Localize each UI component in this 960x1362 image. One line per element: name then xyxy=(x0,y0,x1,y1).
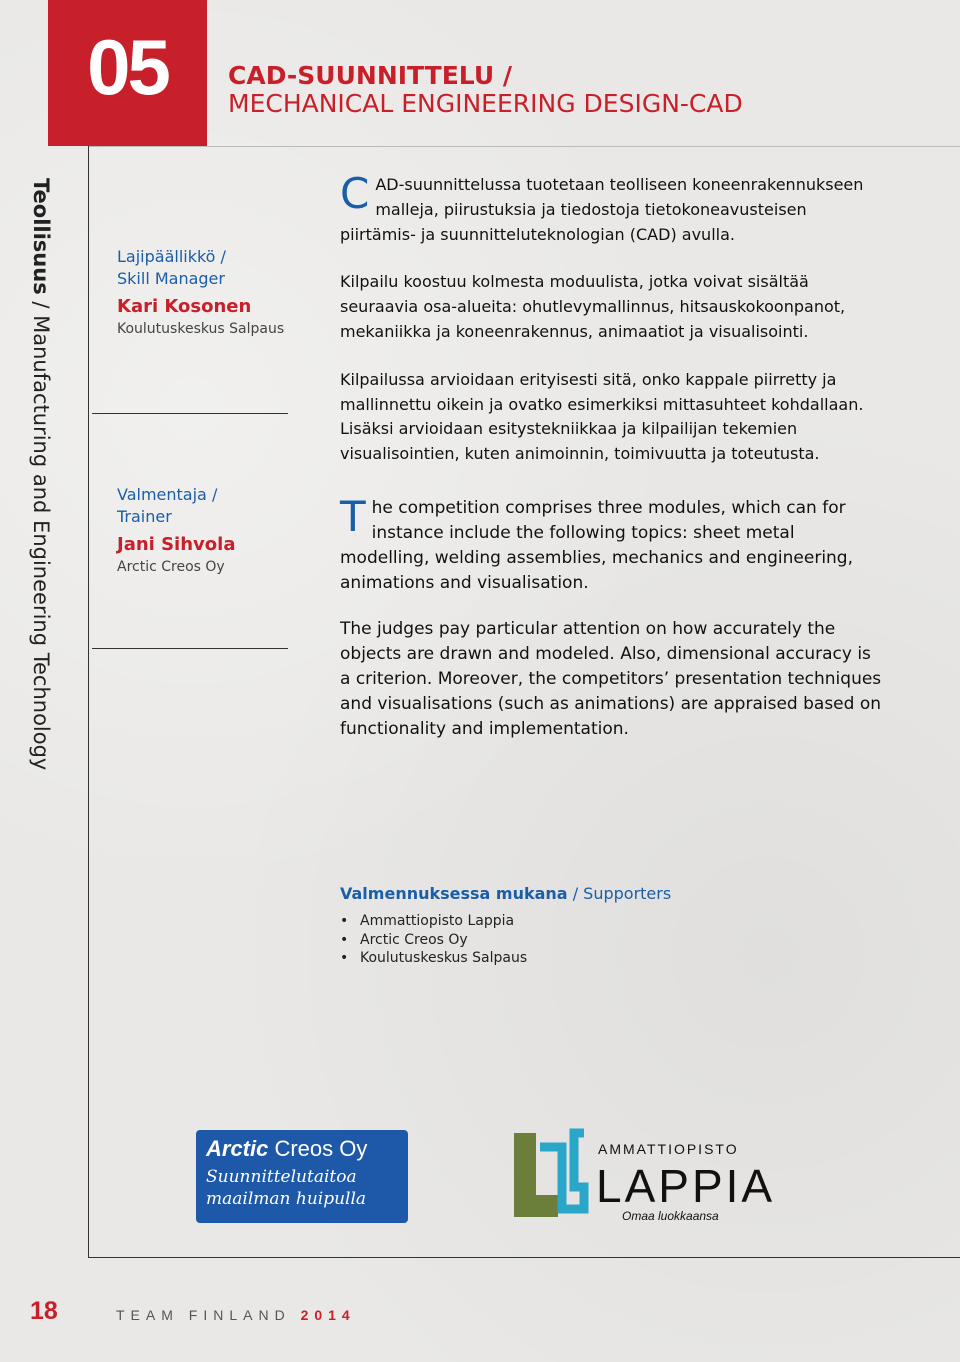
footer-label: TEAM FINLAND xyxy=(116,1307,301,1323)
role-title xyxy=(117,246,292,290)
frame-top-line xyxy=(88,146,960,147)
list-item xyxy=(340,931,527,950)
supporter-name: Arctic Creos Oy xyxy=(360,931,468,948)
list-item xyxy=(340,912,527,931)
supporters-heading xyxy=(340,884,671,903)
dropcap: C xyxy=(340,169,370,218)
lappia-logo xyxy=(510,1125,776,1230)
page-title xyxy=(228,62,743,118)
arctic-slogan-line-2: maailman huipulla xyxy=(206,1189,367,1209)
paragraph-en-2: The judges pay particular attention on how accurately the objects are drawn and modeled. Also, dimensional accuracy is a criterion. Moreover, the competitors’ presentation techniques and visualisations (such as animations) are appraised based on functionality and implementation. xyxy=(340,619,882,739)
supporters-list xyxy=(340,912,527,968)
footer-year: 2014 xyxy=(300,1307,356,1323)
finnish-text xyxy=(340,169,885,467)
arctic-logo-rest: Creos Oy xyxy=(268,1136,368,1161)
page-number: 18 xyxy=(30,1297,58,1325)
chapter-box xyxy=(48,0,207,146)
frame-vertical-line xyxy=(88,146,89,1258)
arctic-slogan-line-1: Suunnittelutaitoa xyxy=(206,1167,357,1187)
role-title-line-2: Skill Manager xyxy=(117,269,225,288)
arctic-logo-slogan xyxy=(206,1166,366,1210)
role-organization: Koulutuskeskus Salpaus xyxy=(117,321,285,337)
vertical-section-title xyxy=(29,178,53,770)
paragraph-text: AD-suunnittelussa tuotetaan teolliseen koneenrakennukseen malleja, piirustuksia ja tiedostoja tietokoneavusteisen piirtämis- ja suunnitteluteknologian (CAD) avulla. xyxy=(340,175,864,244)
paragraph-en-1 xyxy=(340,492,885,596)
paragraph-text: he competition comprises three modules, which can for instance include the following topics: sheet metal modelling, welding assemblies, mechanics and engineering, animations and visualisation. xyxy=(340,498,854,593)
divider xyxy=(92,413,288,414)
title-line-1: CAD-SUUNNITTELU / xyxy=(228,61,512,90)
lappia-slogan: Omaa luokkaansa xyxy=(622,1209,719,1223)
role-title-line-1: Lajipäällikkö / xyxy=(117,247,226,266)
english-text xyxy=(340,492,885,742)
role-title xyxy=(117,484,292,528)
vertical-title-rest: / Manufacturing and Engineering Technology xyxy=(29,294,53,771)
header xyxy=(0,0,960,146)
arctic-creos-logo xyxy=(196,1130,408,1223)
role-title-line-2: Trainer xyxy=(117,507,172,526)
lappia-mark-icon xyxy=(510,1125,592,1225)
arctic-logo-wordmark xyxy=(206,1136,367,1162)
role-organization: Arctic Creos Oy xyxy=(117,559,225,575)
footer-text xyxy=(116,1307,356,1323)
bullet-icon: • xyxy=(340,931,349,948)
supporter-name: Ammattiopisto Lappia xyxy=(360,913,515,929)
list-item xyxy=(340,949,527,968)
skill-manager-block xyxy=(117,246,292,338)
supporter-name: Koulutuskeskus Salpaus xyxy=(360,950,528,966)
divider xyxy=(92,648,288,649)
vertical-title-bold: Teollisuus xyxy=(29,178,53,295)
role-person-name: Kari Kosonen xyxy=(117,296,252,317)
title-line-2: MECHANICAL ENGINEERING DESIGN-CAD xyxy=(228,89,743,118)
bullet-icon: • xyxy=(340,950,349,966)
paragraph-fi-2: Kilpailu koostuu kolmesta moduulista, jotka voivat sisältää seuraavia osa-alueita: ohutlevymallinnus, hitsauskokoonpanot, mekaniikka ja koneenrakennus, animaatiot ja visualisointi. xyxy=(340,272,846,341)
arctic-logo-bold: Arctic xyxy=(206,1136,269,1161)
lappia-small-text: AMMATTIOPISTO xyxy=(598,1141,739,1157)
chapter-number: 05 xyxy=(87,23,168,111)
supporters-heading-en: / Supporters xyxy=(567,884,672,903)
role-person-name: Jani Sihvola xyxy=(117,534,236,555)
dropcap: T xyxy=(340,492,366,541)
trainer-block xyxy=(117,484,292,576)
paragraph-fi-1 xyxy=(340,169,885,247)
role-title-line-1: Valmentaja / xyxy=(117,485,218,504)
frame-bottom-line xyxy=(88,1257,960,1258)
lappia-wordmark: LAPPIA xyxy=(596,1160,776,1212)
supporters-heading-fi: Valmennuksessa mukana xyxy=(340,884,568,903)
paragraph-fi-3: Kilpailussa arvioidaan erityisesti sitä, onko kappale piirretty ja mallinnettu oikein ja ovatko esimerkiksi mittasuhteet kohdallaan. Lisäksi arvioidaan esitystekniikkaa ja kilpailijan tekemien visualisointien, kuten animoinnin, toimivuutta ja toteutusta. xyxy=(340,369,864,464)
bullet-icon: • xyxy=(340,913,349,929)
